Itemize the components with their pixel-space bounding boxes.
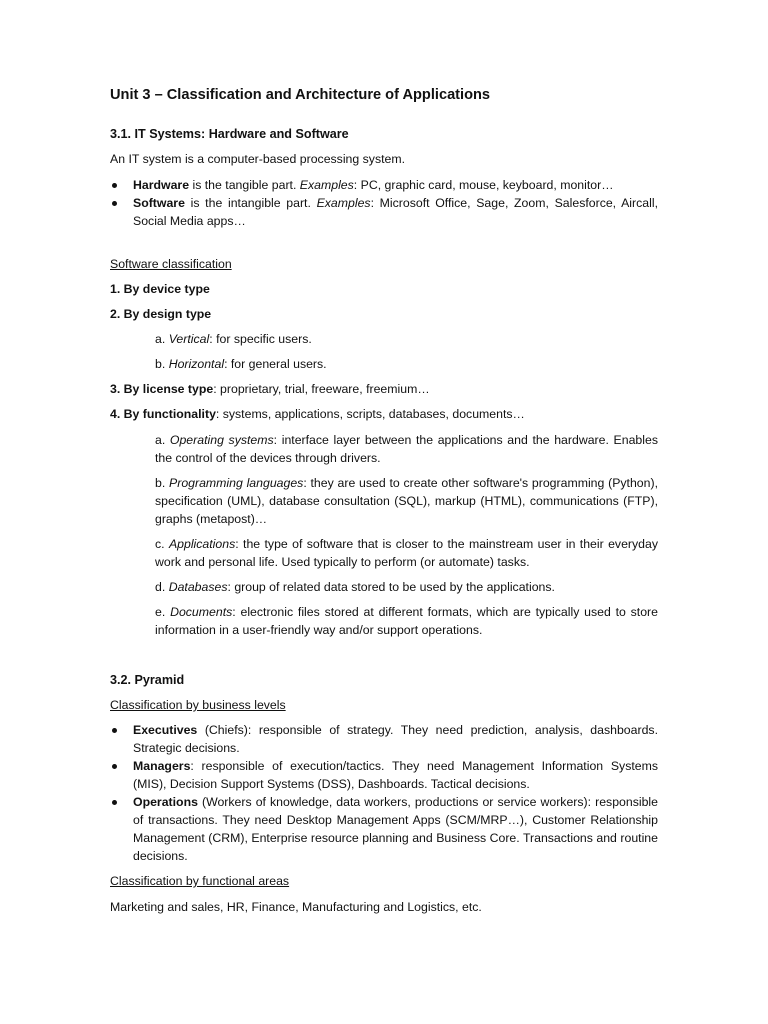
list-item-executives: Executives (Chiefs): responsible of strategy. They need prediction, analysis, dashboards. Strategic decisions. [110,721,658,757]
func-item-documents: e. Documents: electronic files stored at different formats, which are typically used to store information in a user-friendly way and/or support operations. [155,605,658,637]
func-item-applications: c. Applications: the type of software that is closer to the mainstream user in their everyday work and personal life. Used typically to perform (or automate) tasks. [155,537,658,569]
by-functionality: 4. By functionality: systems, applications, scripts, databases, documents… [110,407,525,421]
design-item-horizontal: b. Horizontal: for general users. [155,357,327,371]
by-design-type-heading: 2. By design type [110,307,212,321]
list-item-software: Software is the intangible part. Examples: Microsoft Office, Sage, Zoom, Salesforce, Aircall, Social Media apps… [110,194,658,230]
by-device-type-heading: 1. By device type [110,282,210,296]
bullet-icon [112,201,117,206]
business-levels-list [110,721,658,865]
functional-areas-text: Marketing and sales, HR, Finance, Manufacturing and Logistics, etc. [110,900,482,914]
section-3-1-heading: 3.1. IT Systems: Hardware and Software [110,127,349,141]
software-classification-label: Software classification [110,257,232,271]
functional-areas-label: Classification by functional areas [110,874,290,888]
bullet-icon [112,728,117,733]
bullet-icon [112,800,117,805]
bullet-icon [112,183,117,188]
list-item-hardware: Hardware is the tangible part. Examples: PC, graphic card, mouse, keyboard, monitor… [110,176,658,194]
design-item-vertical: a. Vertical: for specific users. [155,332,312,346]
list-item-operations: Operations (Workers of knowledge, data workers, productions or service workers): responsible of transactions. They need Desktop Management Apps (SCM/MRP…), Customer Relationship Management (CRM), Enterprise resource planning and Business Core. Transactions and routine decisions. [110,793,658,865]
func-item-operating-systems: a. Operating systems: interface layer between the applications and the hardware. Enables the control of the devices through drivers. [155,433,658,465]
page-title: Unit 3 – Classification and Architecture of Applications [110,87,491,103]
it-system-intro: An IT system is a computer-based processing system. [110,152,406,166]
bullet-icon [112,764,117,769]
list-item-managers: Managers: responsible of execution/tactics. They need Management Information Systems (MIS), Decision Support Systems (DSS), Dashboards. Tactical decisions. [110,757,658,793]
func-item-databases: d. Databases: group of related data stored to be used by the applications. [155,580,555,594]
by-license-type: 3. By license type: proprietary, trial, freeware, freemium… [110,382,430,396]
business-levels-label: Classification by business levels [110,698,286,712]
func-item-programming-languages: b. Programming languages: they are used to create other software's programming (Python), specification (UML), database consultation (SQL), markup (HTML), communications (FTP), graphs (metapost)… [155,476,658,526]
hardware-software-list [110,176,658,230]
section-3-2-heading: 3.2. Pyramid [110,673,185,687]
